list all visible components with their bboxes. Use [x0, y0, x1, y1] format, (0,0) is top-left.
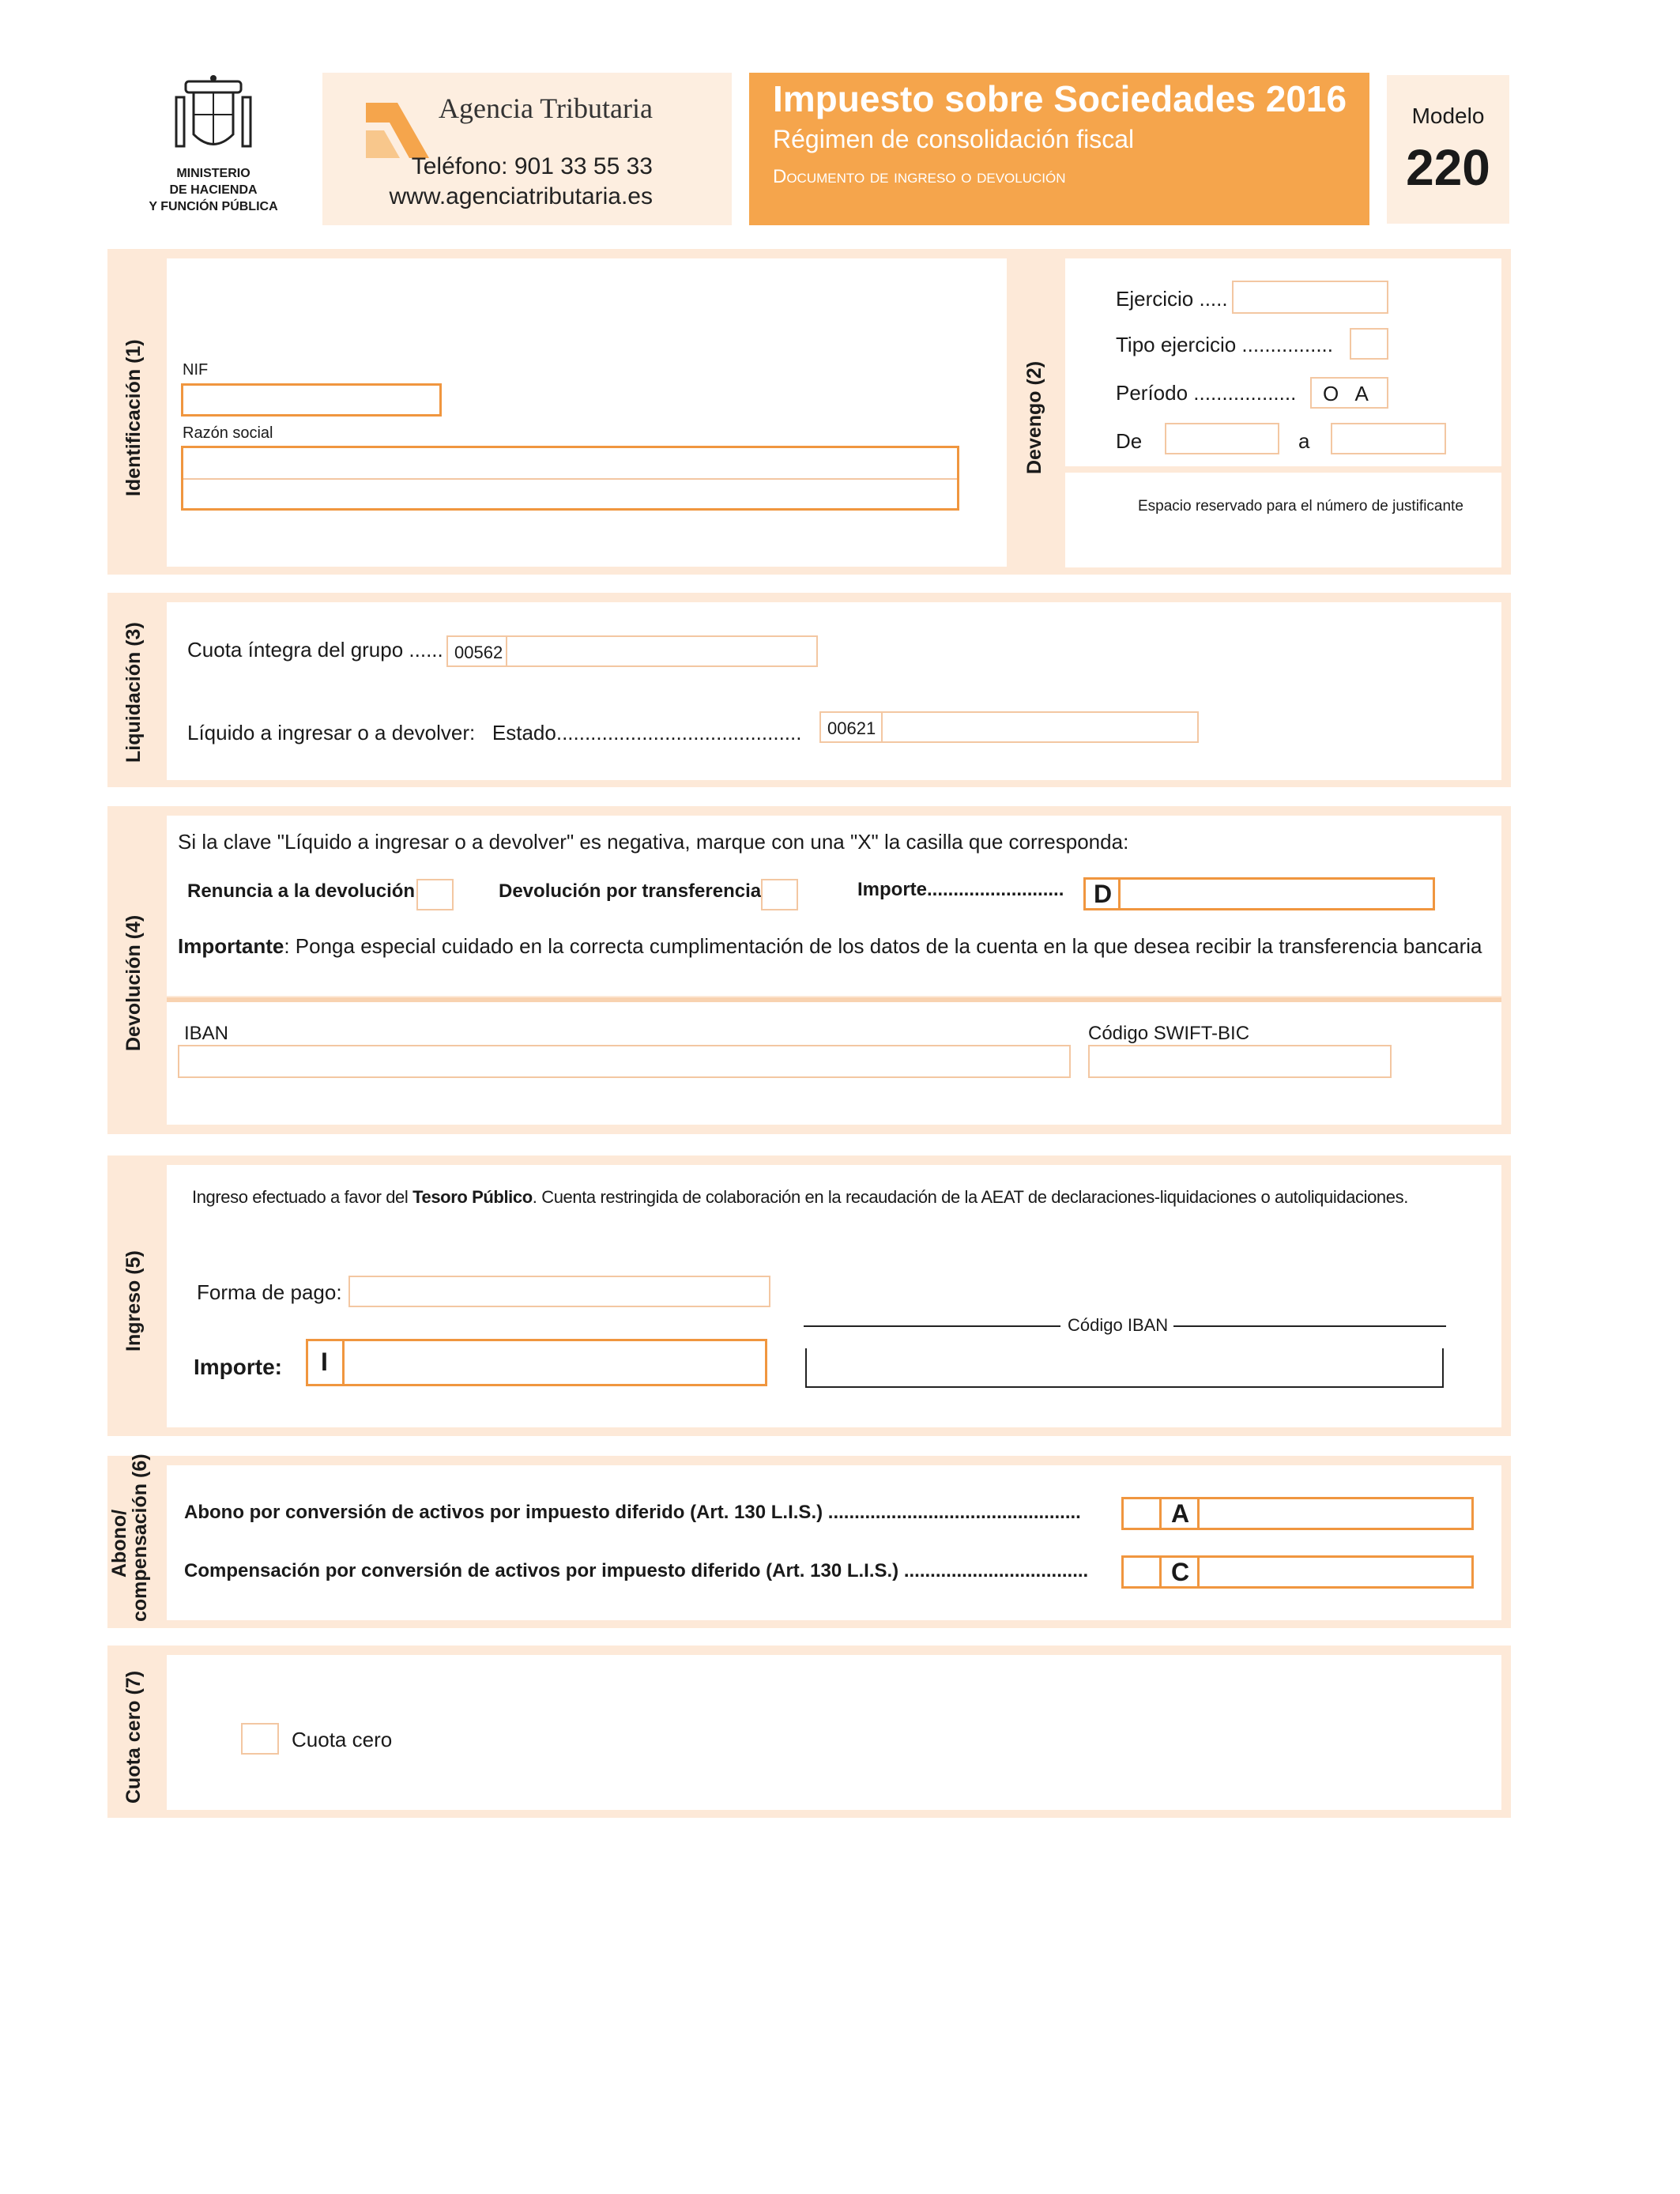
ingreso-importe-letter: I: [321, 1348, 328, 1376]
cuota-cero-label: Cuota cero: [292, 1728, 393, 1751]
abono-letter: A: [1171, 1499, 1190, 1528]
agency-header-box: [322, 73, 732, 225]
nif-label: NIF: [183, 361, 209, 379]
renuncia-checkbox[interactable]: [416, 879, 454, 910]
devolucion-importe-letter: D: [1094, 880, 1113, 908]
iban-field[interactable]: [178, 1045, 1071, 1078]
agency-name: Agencia Tributaria: [439, 92, 653, 124]
abono-section-label-2: compensación (6): [129, 1453, 151, 1622]
periodo-field[interactable]: [1310, 377, 1388, 409]
nif-field[interactable]: [181, 383, 442, 417]
periodo-value: O A: [1323, 382, 1369, 405]
codigo-iban-line-left: [804, 1325, 1060, 1327]
swift-label: Código SWIFT-BIC: [1088, 1023, 1250, 1044]
codigo-iban-label: Código IBAN: [1068, 1315, 1169, 1335]
liquidacion-section-label: Liquidación (3): [122, 622, 145, 763]
devengo-section-label: Devengo (2): [1023, 360, 1045, 474]
liquido-code: 00621: [827, 718, 876, 738]
ejercicio-label: Ejercicio .....: [1116, 287, 1228, 311]
ingreso-note-bold: Tesoro Público: [412, 1187, 533, 1207]
cuota-integra-field[interactable]: [446, 635, 818, 667]
identificacion-panel: [167, 258, 1007, 567]
ingreso-section-label: Ingreso (5): [122, 1250, 145, 1351]
form-subtitle: Régimen de consolidación fiscal: [773, 125, 1135, 153]
devolucion-importe-label: Importe..........................: [857, 879, 1064, 900]
forma-pago-label: Forma de pago:: [197, 1280, 342, 1304]
codigo-iban-field[interactable]: [805, 1348, 1444, 1388]
codigo-iban-line-right: [1173, 1325, 1446, 1327]
razon-social-field[interactable]: [181, 446, 959, 511]
abono-label: Abono por conversión de activos por impuesto diferido (Art. 130 L.I.S.) ................................................: [184, 1502, 1081, 1523]
devengo-panel: [1065, 258, 1501, 466]
de-date-field[interactable]: [1165, 423, 1279, 454]
transferencia-label: Devolución por transferencia: [499, 880, 762, 902]
razon-social-divider: [183, 478, 957, 480]
devolucion-importe-field[interactable]: [1083, 877, 1435, 910]
compensacion-prefix-box: [1124, 1558, 1162, 1586]
ministry-name-2: DE HACIENDA: [169, 183, 258, 197]
forma-pago-field[interactable]: [348, 1276, 770, 1307]
agency-phone: Teléfono: 901 33 55 33: [411, 153, 653, 179]
ingreso-importe-label: Importe:: [194, 1355, 282, 1379]
ingreso-importe-field[interactable]: [306, 1339, 767, 1386]
abono-prefix-box: [1124, 1499, 1162, 1528]
abono-field[interactable]: [1121, 1497, 1474, 1530]
liquidacion-panel: [167, 602, 1501, 780]
ministry-name-1: MINISTERIO: [176, 167, 250, 180]
de-label: De: [1116, 429, 1143, 453]
ingreso-note-post: . Cuenta restringida de colaboración en la recaudación de la AEAT de declaraciones-liquidaciones o autoliquidaciones.: [532, 1187, 1408, 1207]
devolucion-section-label: Devolución (4): [122, 914, 145, 1051]
reserved-space: [1065, 473, 1501, 567]
ministry-name-3: Y FUNCIÓN PÚBLICA: [149, 200, 278, 213]
coat-of-arms-icon: [170, 75, 257, 162]
iban-label: IBAN: [184, 1023, 229, 1044]
title-banner: [749, 73, 1369, 225]
renuncia-label: Renuncia a la devolución: [187, 880, 416, 902]
abono-panel: [167, 1465, 1501, 1620]
ingreso-note: [192, 1187, 1408, 1208]
modelo-box: [1387, 75, 1509, 224]
form-doc-type: Documento de ingreso o devolución: [773, 166, 1066, 187]
cuota-cero-panel: [167, 1655, 1501, 1810]
cuota-code: 00562: [454, 643, 503, 662]
devolucion-instruction: Si la clave "Líquido a ingresar o a devolver" es negativa, marque con una "X" la casilla que corresponda:: [178, 830, 1129, 854]
identificacion-section-label: Identificación (1): [122, 339, 145, 496]
liquido-field[interactable]: [819, 711, 1199, 743]
agency-website[interactable]: www.agenciatributaria.es: [389, 183, 653, 209]
cuota-cero-checkbox[interactable]: [241, 1723, 279, 1755]
tipo-ejercicio-field[interactable]: [1350, 328, 1388, 360]
transferencia-checkbox[interactable]: [761, 879, 798, 910]
importante-text: : Ponga especial cuidado en la correcta cumplimentación de los datos de la cuenta en la que desea recibir la transferencia bancaria: [284, 934, 1482, 958]
ingreso-note-pre: Ingreso efectuado a favor del: [192, 1187, 413, 1207]
cuota-integra-label: Cuota íntegra del grupo ......: [187, 638, 443, 662]
ejercicio-field[interactable]: [1232, 281, 1388, 314]
a-label: a: [1298, 429, 1310, 453]
form-title: Impuesto sobre Sociedades 2016: [773, 78, 1347, 119]
importante-bold: Importante: [178, 934, 284, 958]
abono-section-label-1: Abono/: [108, 1509, 130, 1578]
devolucion-bank-panel: [167, 1002, 1501, 1125]
devolucion-top-panel: [167, 816, 1501, 996]
reserved-text: Espacio reservado para el número de justificante: [1138, 498, 1463, 515]
swift-field[interactable]: [1088, 1045, 1392, 1078]
razon-social-label: Razón social: [183, 424, 273, 442]
a-date-field[interactable]: [1331, 423, 1446, 454]
liquido-label: Líquido a ingresar o a devolver: Estado...........................................: [187, 721, 802, 745]
ingreso-panel: [167, 1165, 1501, 1427]
tipo-ejercicio-label: Tipo ejercicio ................: [1116, 333, 1334, 356]
importante-note: [178, 934, 1482, 959]
compensacion-letter: C: [1171, 1558, 1190, 1586]
periodo-label: Período ..................: [1116, 381, 1297, 405]
modelo-label: Modelo: [1411, 104, 1485, 128]
ministry-logo: [134, 75, 292, 221]
modelo-number: 220: [1406, 139, 1490, 196]
cuota-cero-section-label: Cuota cero (7): [122, 1670, 145, 1804]
compensacion-field[interactable]: [1121, 1555, 1474, 1589]
compensacion-label: Compensación por conversión de activos por impuesto diferido (Art. 130 L.I.S.) ...................................: [184, 1560, 1089, 1581]
